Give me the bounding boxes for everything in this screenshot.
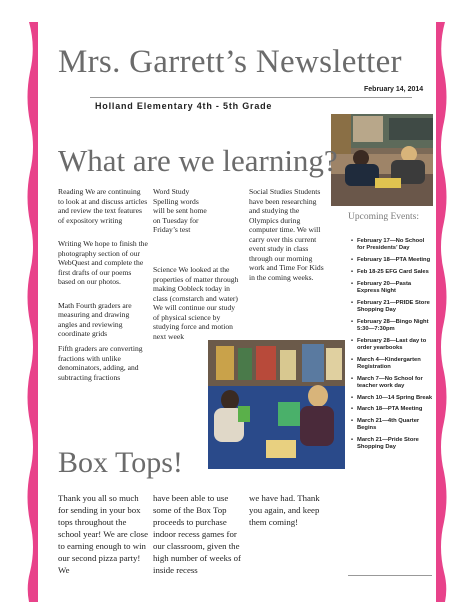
header-divider — [90, 97, 412, 98]
math-paragraph: Math Fourth graders are measuring and drawing angles and reviewing coordinate grids — [58, 300, 132, 338]
event-item: • February 20—Pasta Express Night — [351, 281, 433, 295]
newsletter-title: Mrs. Garrett’s Newsletter — [58, 44, 402, 80]
learning-column-1 — [58, 187, 148, 392]
upcoming-events-list — [351, 238, 433, 456]
word-study-paragraph: Word Study Spelling words will be sent home on Tuesday for Friday’s test — [153, 187, 207, 234]
science-paragraph: Science We looked at the properties of matter through making Oobleck today in class (cornstarch and water) We will continue our study of physical science by studying force and motion next week — [153, 265, 239, 341]
event-item: • February 28—Last day to order yearbooks — [351, 338, 433, 352]
pink-wavy-border-right — [436, 22, 448, 602]
event-item: • Feb 18-25 EFG Card Sales — [351, 269, 433, 276]
event-item: • March 21—Pride Store Shopping Day — [351, 437, 433, 451]
event-item: • March 7—No School for teacher work day — [351, 376, 433, 390]
event-item: • March 21—4th Quarter Begins — [351, 418, 433, 432]
event-item: • February 18—PTA Meeting — [351, 257, 433, 264]
section-heading-learning: What are we learning? — [58, 143, 338, 178]
writing-paragraph: Writing We hope to finish the photography section of our WebQuest and complete the first drafts of our poems based on our photos. — [58, 239, 148, 286]
events-divider — [348, 575, 432, 576]
event-item: • February 28—Bingo Night 5:30—7:30pm — [351, 319, 433, 333]
students-reading-photo — [208, 340, 345, 469]
event-item: • March 10—14 Spring Break — [351, 395, 433, 402]
boxtops-column-1: Thank you all so much for sending in your box tops throughout the school year! We are close to earning enough to win our second pizza party! We — [58, 493, 148, 575]
boxtops-column-3: we have had. Thank you again, and keep them coming! — [249, 493, 320, 527]
students-playing-game-photo — [331, 114, 433, 206]
event-item: • February 17—No School for Presidents’ Day — [351, 238, 433, 252]
reading-paragraph: Reading We are continuing to look at and discuss articles and review the text features of expository writing — [58, 187, 148, 225]
event-item: • February 21—PRIDE Store Shopping Day — [351, 300, 433, 314]
learning-column-2b — [153, 265, 243, 351]
learning-column-3 — [249, 187, 327, 292]
learning-column-2 — [153, 187, 209, 244]
section-heading-boxtops: Box Tops! — [58, 446, 183, 479]
social-studies-paragraph: Social Studies Students have been researching and studying the Olympics during computer time. We will carry over this current event study in class through our morning work and Time For Kids in the coming weeks. — [249, 187, 324, 282]
pink-wavy-border-left — [26, 22, 38, 602]
event-item: • March 18—PTA Meeting — [351, 406, 433, 413]
fifth-grade-paragraph: Fifth graders are converting fractions with unlike denominators, adding, and subtracting fractions — [58, 344, 143, 382]
event-item: • March 4—Kindergarten Registration — [351, 357, 433, 371]
boxtops-column-2: have been able to use some of the Box Top proceeds to purchase indoor recess games for our classroom, given the high number of weeks of inside recess — [153, 493, 241, 575]
school-name: Holland Elementary 4th - 5th Grade — [95, 101, 273, 111]
newsletter-date: February 14, 2014 — [364, 86, 424, 93]
upcoming-events-heading: Upcoming Events: — [348, 212, 419, 222]
